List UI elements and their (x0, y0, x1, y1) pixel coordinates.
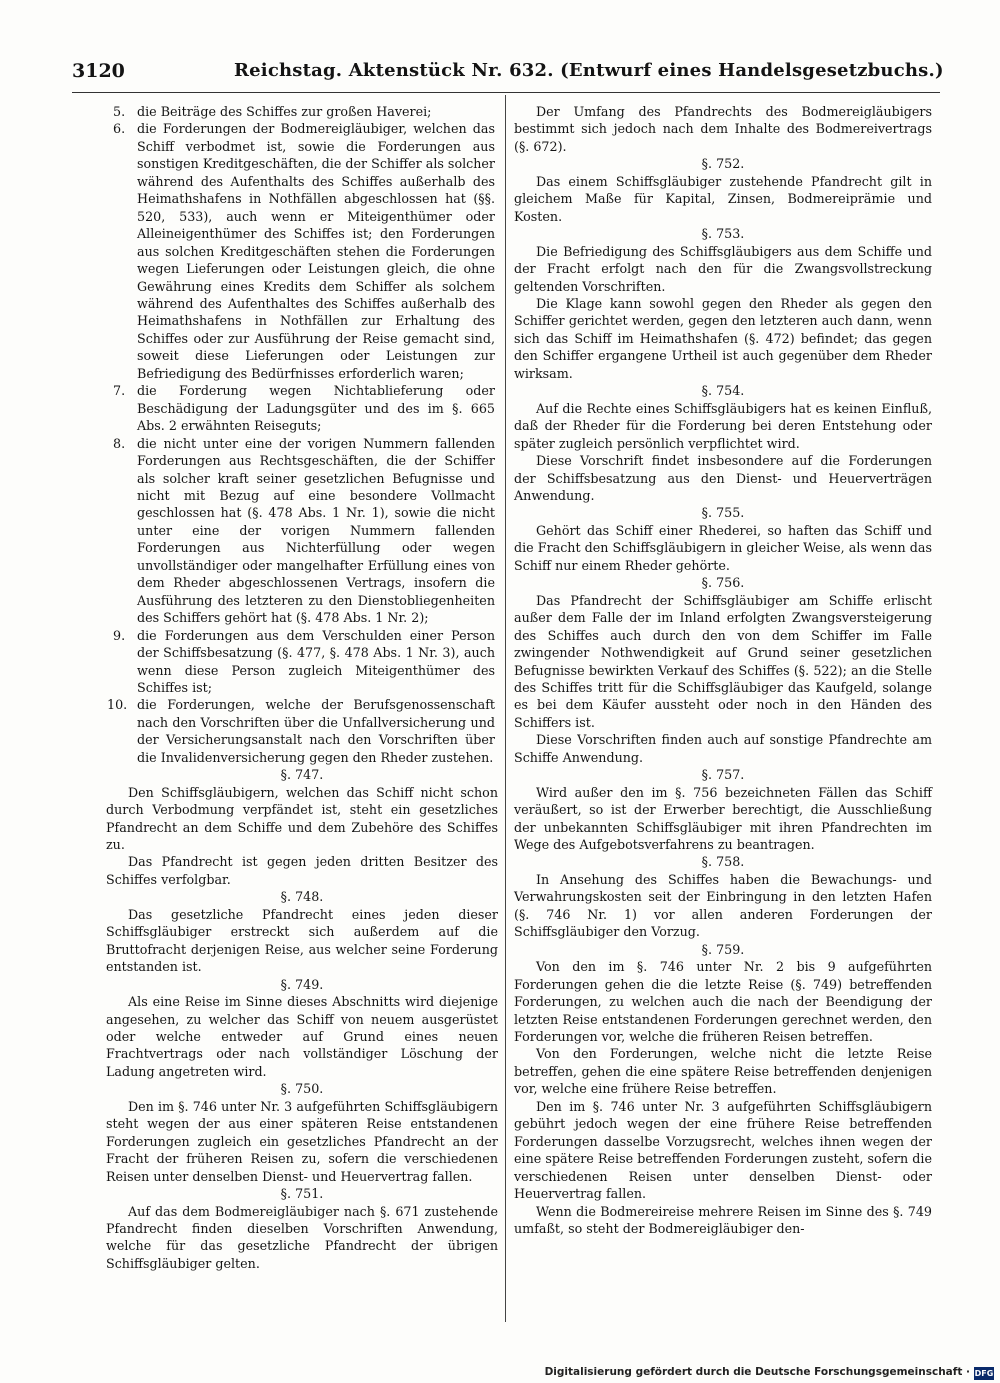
left-column (106, 103, 498, 1272)
paragraph: Diese Vorschrift findet insbesondere auf die Forderungen der Schiffsbesatzung aus den Dienst- und Heuerverträgen Anwendung. (514, 453, 932, 503)
list-number: 5. (113, 104, 126, 119)
list-text: die Forderungen der Bodmereigläubiger, welchen das Schiff verbodmet ist, sowie die Forderungen aus sonstigen Kreditgeschäften, die der Schiffer als solcher während des Aufenthalts des Schiffes außerhalb des Heimathshafens in Nothfällen abgeschlossen hat (§§. 520, 533), auch wenn er Miteigenthümer oder Alleineigenthümer des Schiffes ist; den Forderungen aus solchen Kreditgeschäften stehen die Forderungen wegen Lieferungen oder Leistungen gleich, die ohne Gewährung eines Kredits dem Schiffer als solchem während des Aufenthaltes des Schiffes außerhalb des Heimathshafens in Nothfällen zur Erhaltung des Schiffes oder zur Ausführung der Reise gemacht sind, soweit diese Lieferungen oder Leistungen zur Befriedigung des Bedürfnisses erforderlich waren; (137, 121, 495, 381)
paragraph: Auf das dem Bodmereigläubiger nach §. 671 zustehende Pfandrecht finden dieselben Vorschriften Anwendung, welche für das gesetzliche Pfandrecht der übrigen Schiffsgläubiger gelten. (106, 1203, 498, 1271)
list-item (113, 627, 495, 697)
paragraph: Das Pfandrecht der Schiffsgläubiger am Schiffe erlischt außer dem Falle der im Inland erfolgten Zwangsversteigerung des Schiffes auch durch den von dem Schiffer im Falle zwingender Nothwendigkeit auf Grund seiner gesetzlichen Befugnisse bewirkten Verkauf des Schiffes (§. 522); an die Stelle des Schiffes tritt für die Schiffsgläubiger das Kaufgeld, solange es bei dem Käufer aussteht oder noch in den Händen des Schiffers ist. (514, 592, 932, 730)
paragraph: In Ansehung des Schiffes haben die Bewachungs- und Verwahrungskosten seit der Einbringung in den letzten Hafen (§. 746 Nr. 1) vor allen anderen Forderungen der Schiffsgläubiger den Vorzug. (514, 871, 932, 940)
list-text: die Forderung wegen Nichtablieferung oder Beschädigung der Ladungsgüter und des im §. 665 Abs. 2 erwähnten Reiseguts; (137, 383, 495, 434)
footer (0, 1366, 1000, 1383)
header-rule (72, 92, 940, 93)
paragraph: Diese Vorschriften finden auch auf sonstige Pfandrechte am Schiffe Anwendung. (514, 732, 932, 765)
list-number: 10. (107, 697, 128, 713)
column-divider (505, 95, 506, 1322)
section-heading: §. 748. (280, 889, 324, 905)
paragraph: Von den im §. 746 unter Nr. 2 bis 9 aufgeführten Forderungen gehen die die letzte Reise (§. 749) betreffenden Forderungen, zu welchen auch die nach der Beendigung der letzten Reise entstandenen Forderungen gerechnet werden, den Forderungen vor, welche die früheren Reisen betreffen. (514, 959, 932, 1045)
list-number: 9. (113, 627, 126, 643)
right-column (514, 103, 932, 1237)
paragraph: Wird außer den im §. 756 bezeichneten Fällen das Schiff veräußert, so ist der Erwerber berechtigt, die Ausschließung der unbekannten Schiffsgläubiger mit ihren Pfandrechten im Wege des Aufgebotsverfahrens zu beantragen. (514, 784, 932, 853)
paragraph: Auf die Rechte eines Schiffsgläubigers hat es keinen Einfluß, daß der Rheder für die Forderung bei deren Entstehung oder später zugleich persönlich verpflichtet wird. (514, 400, 932, 451)
list-number: 6. (113, 121, 126, 137)
paragraph: Die Klage kann sowohl gegen den Rheder als gegen den Schiffer gerichtet werden, gegen den letzteren auch dann, wenn sich das Schiff im Heimathshafen (§. 472) befindet; das gegen den Schiffer ergangene Urtheil ist auch gegenüber dem Rheder wirksam. (514, 295, 932, 381)
dfg-logo: DFG (974, 1369, 994, 1378)
funding-note: Digitalisierung gefördert durch die Deutsche Forschungsgemeinschaft · (544, 1366, 970, 1378)
section-heading: §. 750. (280, 1081, 324, 1097)
paragraph: Als eine Reise im Sinne dieses Abschnitts wird diejenige angesehen, zu welcher das Schiff von neuem ausgerüstet oder welche entweder auf Grund eines neuen Frachtvertrags oder nach vollständiger Löschung der Ladung angetreten wird. (106, 994, 498, 1079)
list-number: 7. (113, 383, 126, 399)
section-heading: §. 747. (280, 767, 324, 783)
section-heading: §. 757. (701, 767, 745, 783)
paragraph: Die Befriedigung des Schiffsgläubigers aus dem Schiffe und der Fracht erfolgt nach den für die Zwangsvollstreckung geltenden Vorschriften. (514, 243, 932, 294)
list-text: die Beiträge des Schiffes zur großen Haverei; (137, 104, 432, 119)
section-heading: §. 752. (701, 156, 745, 172)
paragraph: Den im §. 746 unter Nr. 3 aufgeführten Schiffsgläubigern gebührt jedoch wegen der eine frühere Reise betreffenden Forderungen dasselbe Vorzugsrecht, welches ihnen wegen der eine spätere Reise betreffenden Forderungen zusteht, sofern die verschiedenen Reisen unter denselben Dienst- oder Heuervertrag fallen. (514, 1098, 932, 1202)
paragraph: Das Pfandrecht ist gegen jeden dritten Besitzer des Schiffes verfolgbar. (106, 854, 498, 887)
section-heading: §. 758. (701, 854, 745, 870)
section-heading: §. 751. (280, 1186, 324, 1202)
paragraph: Den im §. 746 unter Nr. 3 aufgeführten Schiffsgläubigern steht wegen der aus einer späteren Reise entstandenen Forderungen zugleich ein gesetzliches Pfandrecht an der Fracht der früheren Reisen zu, sofern die verschiedenen Reisen unter denselben Dienst- und Heuervertrag fallen. (106, 1098, 498, 1184)
list-text: die Forderungen aus dem Verschulden einer Person der Schiffsbesatzung (§. 477, §. 478 Abs. 1 Nr. 3), auch wenn diese Person zugleich Miteigenthümer des Schiffes ist; (137, 627, 495, 695)
paragraph: Das einem Schiffsgläubiger zustehende Pfandrecht gilt in gleichem Maße für Kapital, Zinsen, Bodmereiprämie und Kosten. (514, 173, 932, 224)
paragraph: Wenn die Bodmereireise mehrere Reisen im Sinne des §. 749 umfaßt, so steht der Bodmereigläubiger den- (514, 1203, 932, 1236)
paragraph: Den Schiffsgläubigern, welchen das Schiff nicht schon durch Verbodmung verpfändet ist, steht ein gesetzliches Pfandrecht an dem Schiffe und dem Zubehöre des Schiffes zu. (106, 784, 498, 853)
list-text: die nicht unter eine der vorigen Nummern fallenden Forderungen aus Rechtsgeschäften, die der Schiffer als solcher kraft seiner gesetzlichen Befugnisse und nicht mit Bezug auf eine besondere Vollmacht geschlossen hat (§. 478 Abs. 1 Nr. 1), sowie die nicht unter eine der vorigen Nummern fallenden Forderungen aus Nichterfüllung oder wegen unvollständiger oder mangelhafter Erfüllung eines von dem Rheder abgeschlossenen Vertrags, insofern die Ausführung des letzteren zu den Dienstobliegenheiten des Schiffers gehört hat (§. 478 Abs. 1 Nr. 2); (137, 435, 495, 626)
list-item (113, 120, 495, 382)
page-number: 3120 (72, 60, 125, 82)
section-heading: §. 759. (701, 941, 745, 957)
list-number: 8. (113, 435, 126, 451)
paragraph: Der Umfang des Pfandrechts des Bodmereigläubigers bestimmt sich jedoch nach dem Inhalte des Bodmereivertrags (§. 672). (514, 104, 932, 154)
list-text: die Forderungen, welche der Berufsgenossenschaft nach den Vorschriften über die Unfallversicherung und der Versicherungsanstalt nach den Vorschriften über die Invalidenversicherung gegen den Rheder zustehen. (137, 697, 495, 765)
paragraph: Gehört das Schiff einer Rhederei, so haften das Schiff und die Fracht den Schiffsgläubigern in gleicher Weise, als wenn das Schiff nur einem Rheder gehörte. (514, 522, 932, 573)
page-header (72, 60, 944, 90)
list-item (113, 382, 495, 434)
section-heading: §. 754. (701, 383, 745, 399)
list-item (113, 103, 495, 120)
section-heading: §. 753. (701, 226, 745, 242)
running-title: Reichstag. Aktenstück Nr. 632. (Entwurf eines Handelsgesetzbuchs.) (234, 60, 944, 81)
list-item (107, 696, 495, 766)
paragraph: Von den Forderungen, welche nicht die letzte Reise betreffen, gehen die eine spätere Reise betreffenden denjenigen vor, welche eine frühere Reise betreffen. (514, 1046, 932, 1097)
section-heading: §. 755. (701, 505, 745, 521)
list-item (113, 435, 495, 627)
paragraph: Das gesetzliche Pfandrecht eines jeden dieser Schiffsgläubiger erstreckt sich außerdem auf die Bruttofracht derjenigen Reise, aus welcher seine Forderung entstanden ist. (106, 906, 498, 975)
section-heading: §. 749. (280, 976, 324, 992)
section-heading: §. 756. (701, 575, 745, 591)
